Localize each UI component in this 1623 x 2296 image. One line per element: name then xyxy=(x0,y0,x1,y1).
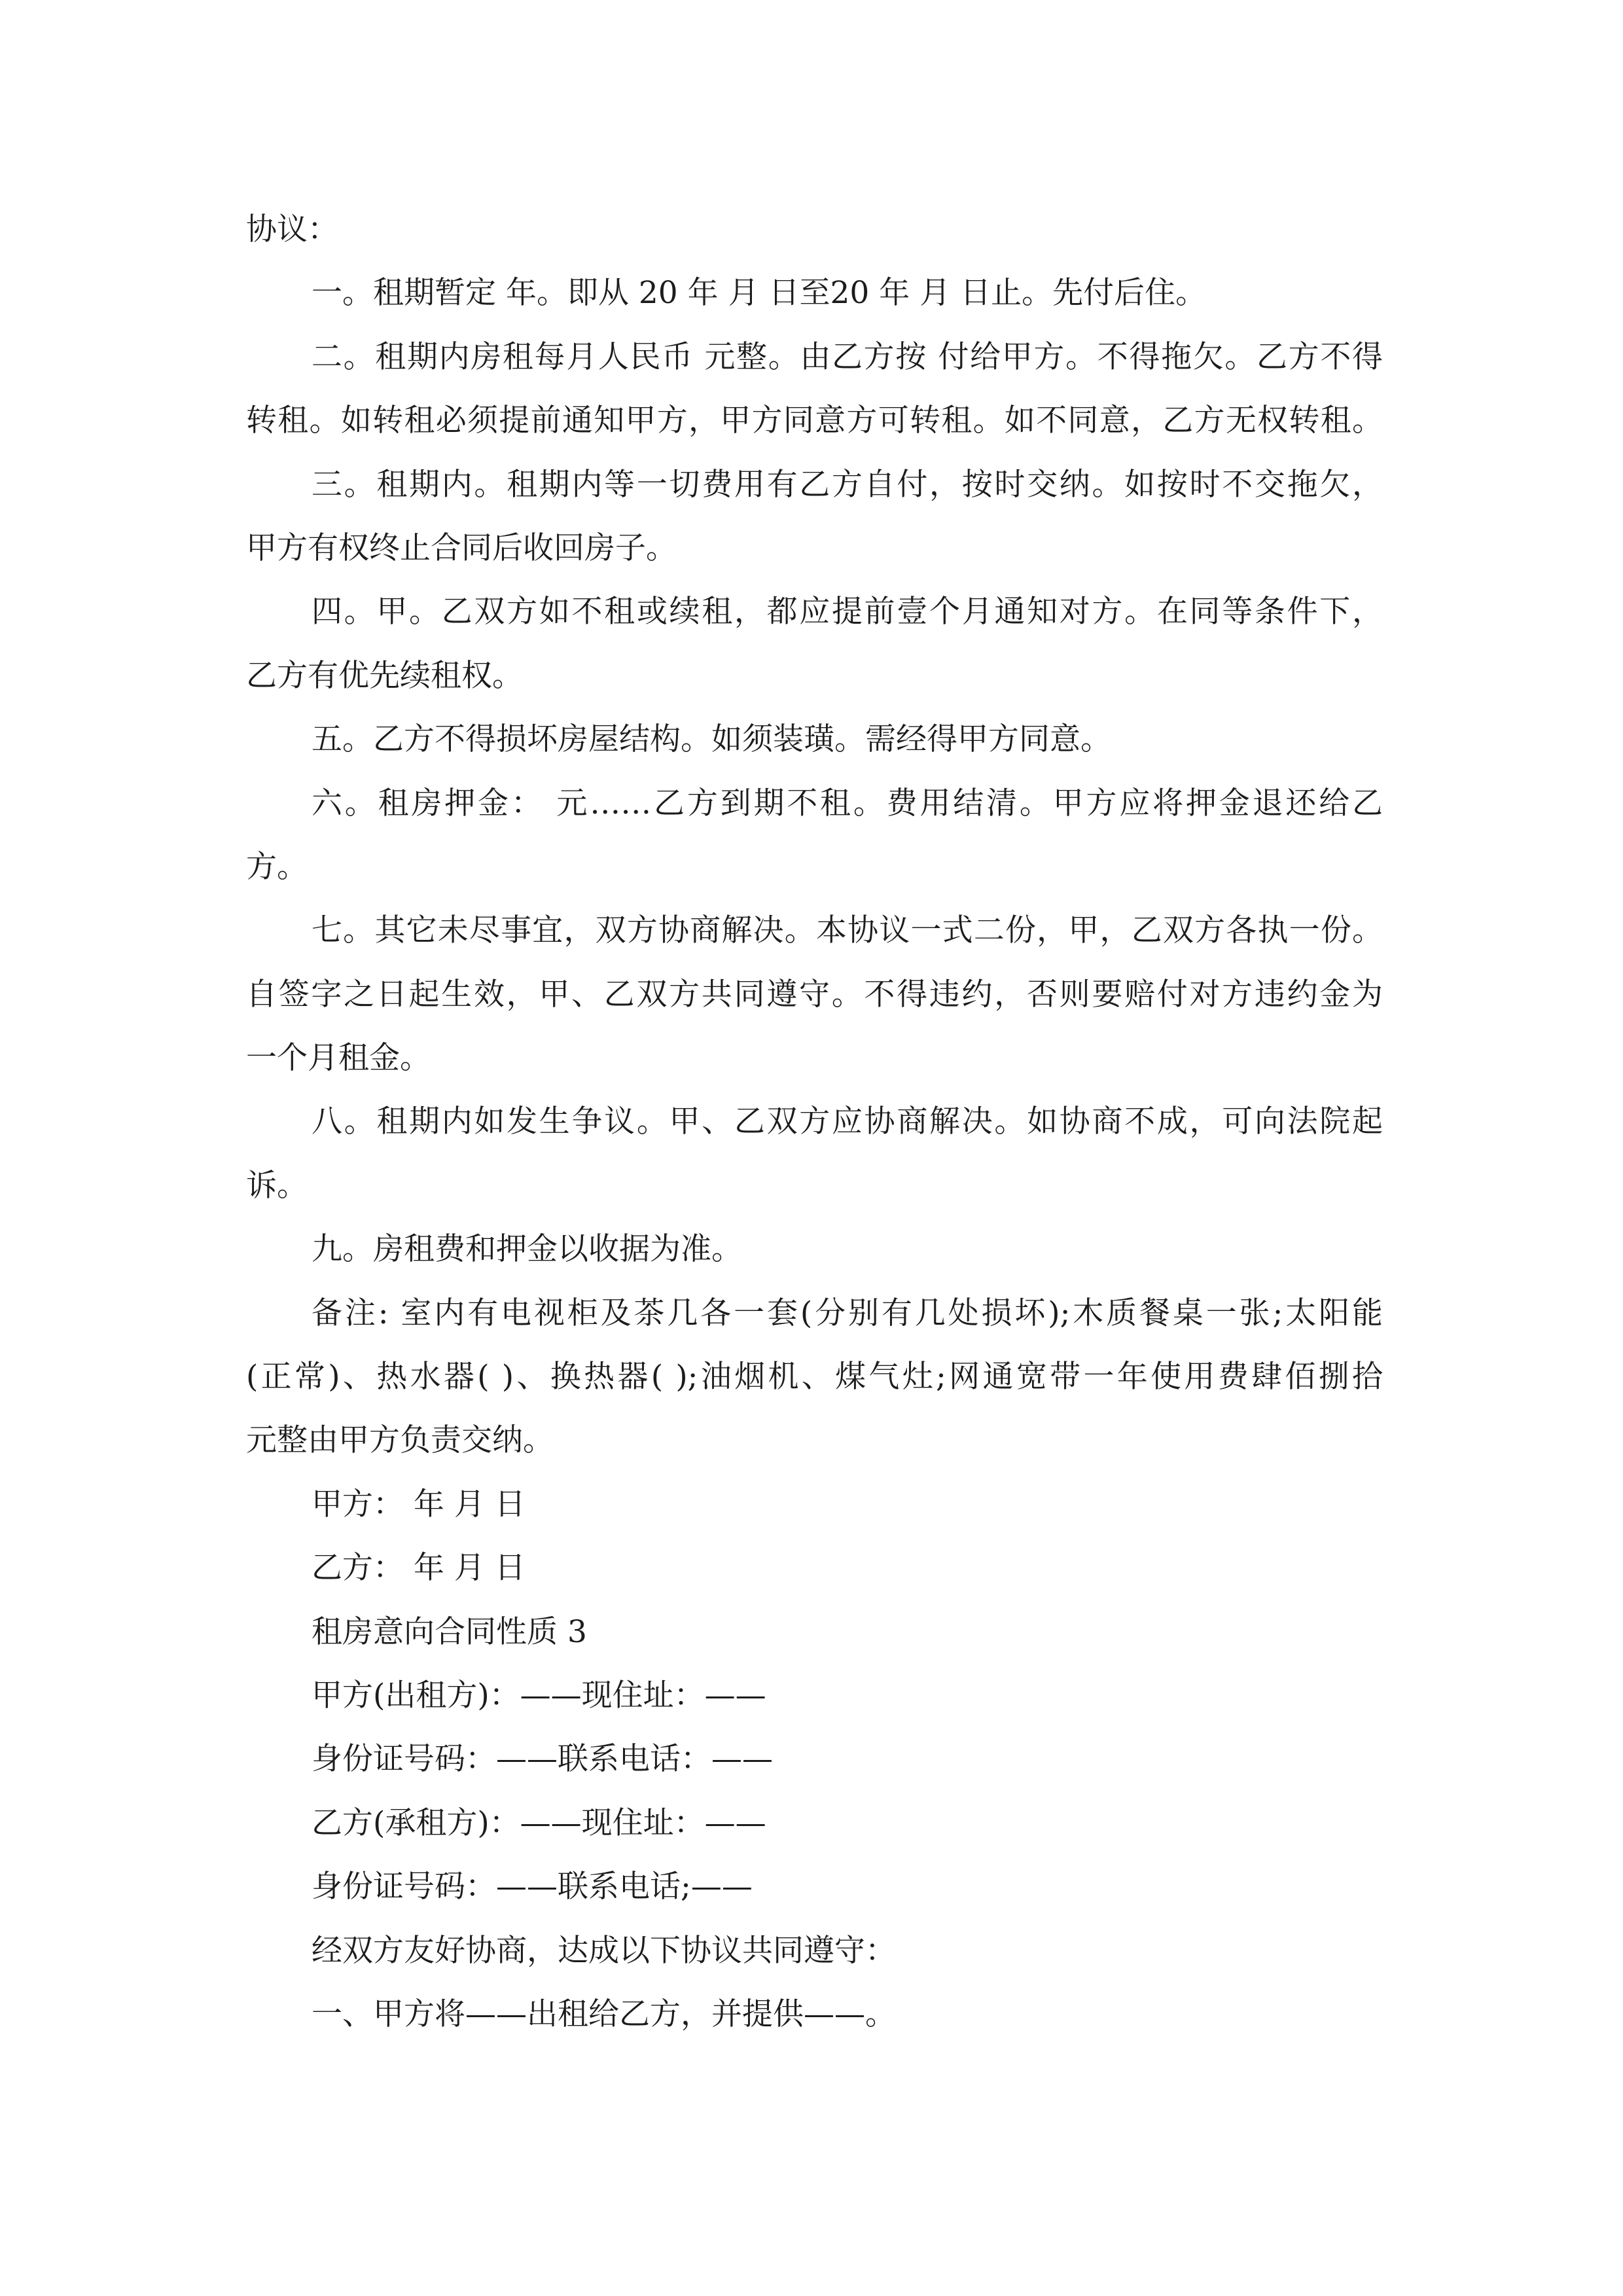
clause-1-line-1: 一。租期暂定 年。即从 20 年 月 日至20 年 月 日止。先付后住。 xyxy=(312,275,1207,312)
clause-2-line-1: 二。租期内房租每月人民币 元整。由乙方按 付给甲方。不得拖欠。乙方不得 xyxy=(312,338,1383,375)
clause-5-line-1: 五。乙方不得损坏房屋结构。如须装璜。需经得甲方同意。 xyxy=(312,721,1111,758)
agreement-heading: 协议： xyxy=(246,211,338,247)
clause-2-line-2: 转租。如转租必须提前通知甲方，甲方同意方可转租。如不同意，乙方无权转租。 xyxy=(246,403,1383,439)
clause-7-line-2: 自签字之日起生效，甲、乙双方共同遵守。不得违约，否则要赔付对方违约金为 xyxy=(246,976,1383,1013)
remarks-line-1: 备注: 室内有电视柜及茶几各一套(分别有几处损坏);木质餐桌一张;太阳能 xyxy=(312,1295,1383,1331)
document-page xyxy=(246,198,1383,2046)
party-a-signature-date: 甲方： 年 月 日 xyxy=(312,1486,526,1522)
clause-9-line-1: 九。房租费和押金以收据为准。 xyxy=(312,1231,742,1268)
party-a-id-phone: 身份证号码：——联系电话：—— xyxy=(312,1741,773,1778)
first-clause: 一、甲方将——出租给乙方，并提供——。 xyxy=(312,1996,896,2032)
clause-8-line-2: 诉。 xyxy=(246,1167,308,1204)
agreement-intro: 经双方友好协商，达成以下协议共同遵守： xyxy=(312,1932,896,1969)
remarks-line-2: (正常)、热水器( )、换热器( );油烟机、煤气灶;网通宽带一年使用费肆佰捌拾 xyxy=(246,1359,1383,1395)
clause-4-line-1: 四。甲。乙双方如不租或续租，都应提前壹个月通知对方。在同等条件下， xyxy=(312,594,1383,630)
party-b-signature-date: 乙方： 年 月 日 xyxy=(312,1550,526,1587)
clause-6-line-1: 六。租房押金： 元……乙方到期不租。费用结清。甲方应将押金退还给乙 xyxy=(312,785,1383,821)
clause-6-line-2: 方。 xyxy=(246,848,308,885)
clause-4-line-2: 乙方有优先续租权。 xyxy=(246,657,523,694)
section-title: 租房意向合同性质 3 xyxy=(312,1613,587,1650)
party-b-info: 乙方(承租方)：——现住址：—— xyxy=(312,1804,766,1841)
party-a-info: 甲方(出租方)：——现住址：—— xyxy=(312,1677,766,1713)
party-b-id-phone: 身份证号码：——联系电话;—— xyxy=(312,1869,753,1905)
clause-3-line-1: 三。租期内。租期内等一切费用有乙方自付，按时交纳。如按时不交拖欠， xyxy=(312,466,1383,503)
clause-8-line-1: 八。租期内如发生争议。甲、乙双方应协商解决。如协商不成，可向法院起 xyxy=(312,1103,1383,1140)
clause-7-line-1: 七。其它未尽事宜，双方协商解决。本协议一式二份，甲，乙双方各执一份。 xyxy=(312,912,1383,949)
remarks-line-3: 元整由甲方负责交纳。 xyxy=(246,1422,554,1459)
clause-3-line-2: 甲方有权终止合同后收回房子。 xyxy=(246,529,677,566)
clause-7-line-3: 一个月租金。 xyxy=(246,1040,431,1077)
